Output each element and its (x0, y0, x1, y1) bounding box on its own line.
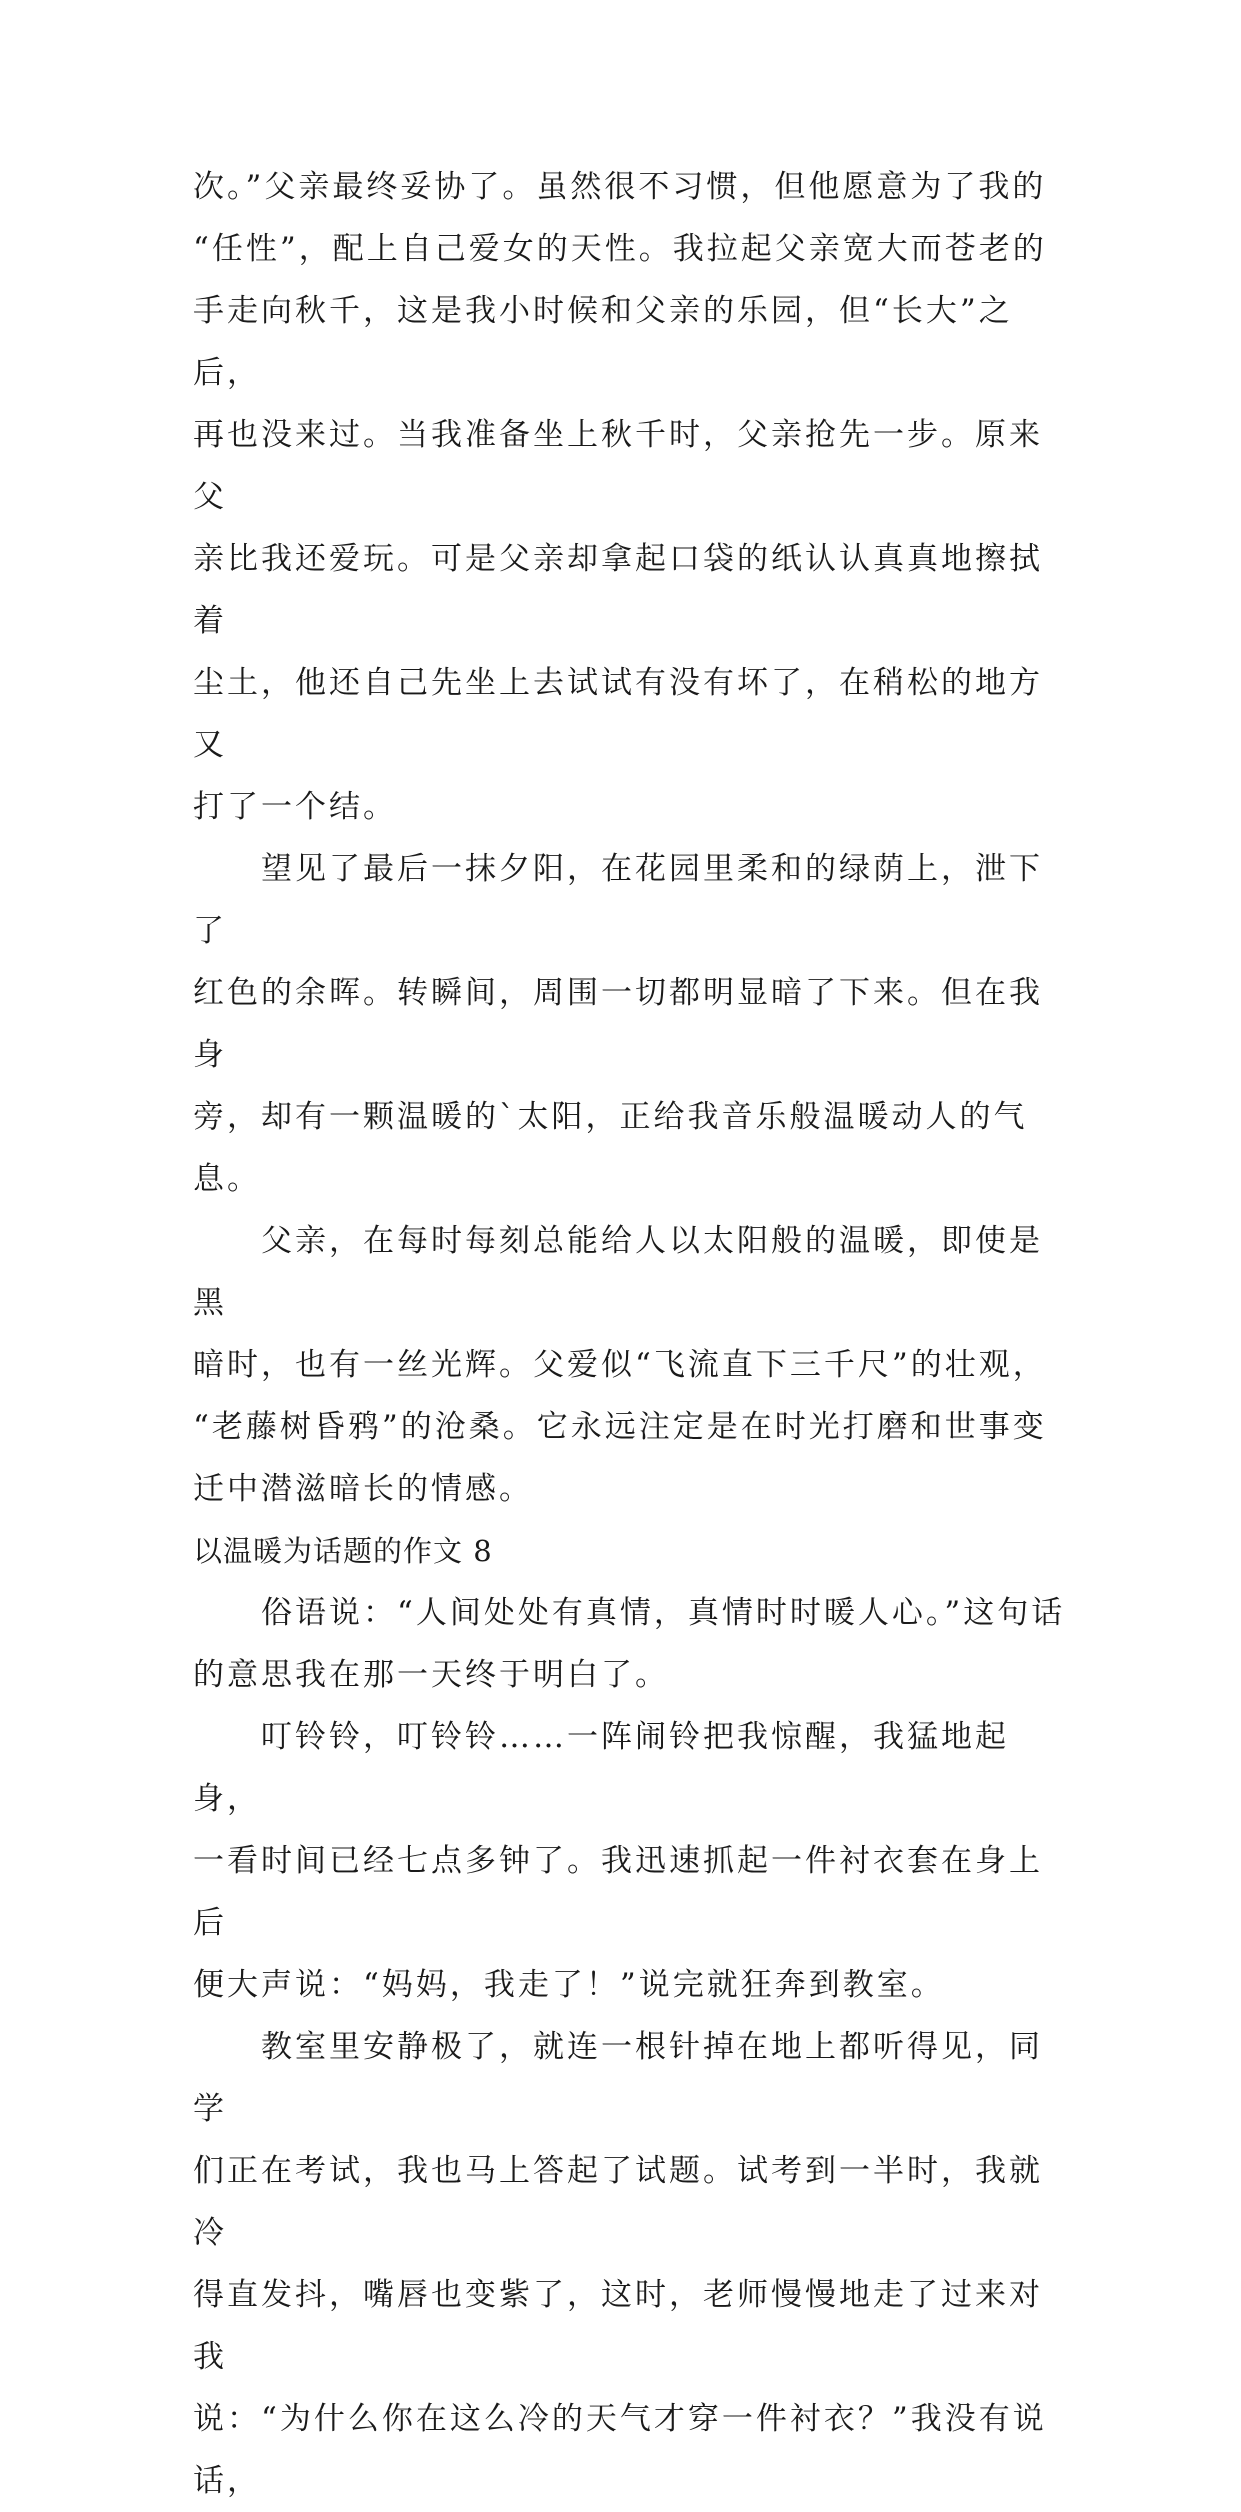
section-heading: 以温暖为话题的作文 8 (193, 1534, 493, 1568)
text-line: 便大声说：“妈妈，我走了！”说完就狂奔到教室。 (193, 1967, 945, 2003)
text-line: 得直发抖，嘴唇也变紫了，这时，老师慢慢地走了过来对我 (193, 2277, 1043, 2375)
text-line: 俗语说：“人间处处有真情，真情时时暖人心。”这句话 (193, 1595, 1066, 1631)
text-line: 的意思我在那一天终于明白了。 (193, 1657, 669, 1693)
text-line: 叮铃铃，叮铃铃……一阵闹铃把我惊醒，我猛地起身， (193, 1719, 1009, 1817)
text-line: 一看时间已经七点多钟了。我迅速抓起一件衬衣套在身上后 (193, 1843, 1043, 1941)
document-body (193, 156, 1073, 2512)
text-line: 暗时，也有一丝光辉。父爱似“飞流直下三千尺”的壮观， (193, 1347, 1047, 1383)
text-line: 红色的余晖。转瞬间，周围一切都明显暗了下来。但在我身 (193, 975, 1043, 1073)
text-line: 迁中潜滋暗长的情感。 (193, 1471, 533, 1507)
text-line: 打了一个结。 (193, 789, 397, 825)
text-line: 说：“为什么你在这么冷的天气才穿一件衬衣？”我没有说话， (193, 2401, 1047, 2499)
text-line: 旁，却有一颗温暖的`太阳，正给我音乐般温暖动人的气息。 (193, 1099, 1028, 1197)
text-line: 父亲，在每时每刻总能给人以太阳般的温暖，即使是黑 (193, 1223, 1043, 1321)
text-line: 教室里安静极了，就连一根针掉在地上都听得见，同学 (193, 2029, 1043, 2127)
text-line: 望见了最后一抹夕阳，在花园里柔和的绿荫上，泄下了 (193, 851, 1043, 949)
text-line: 们正在考试，我也马上答起了试题。试考到一半时，我就冷 (193, 2153, 1043, 2251)
text-line: 尘土，他还自己先坐上去试试有没有坏了，在稍松的地方又 (193, 665, 1043, 763)
text-line: 手走向秋千，这是我小时候和父亲的乐园，但“长大”之后， (193, 293, 1013, 391)
text-line: 再也没来过。当我准备坐上秋千时，父亲抢先一步。原来父 (193, 417, 1043, 515)
text-line: “老藤树昏鸦”的沧桑。它永远注定是在时光打磨和世事变 (193, 1409, 1047, 1445)
text-line: 次。”父亲最终妥协了。虽然很不习惯，但他愿意为了我的 (193, 169, 1047, 205)
text-line: 亲比我还爱玩。可是父亲却拿起口袋的纸认认真真地擦拭着 (193, 541, 1043, 639)
text-line: “任性”，配上自己爱女的天性。我拉起父亲宽大而苍老的 (193, 231, 1047, 267)
